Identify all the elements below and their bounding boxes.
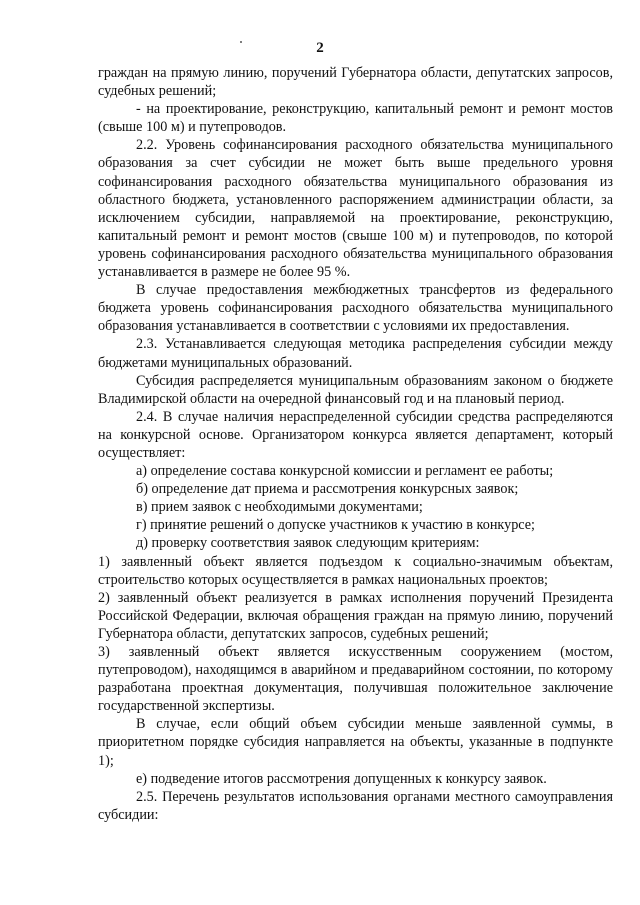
paragraph-2-3: 2.3. Устанавливается следующая методика распределения субсидии между бюджетами муниципальных образований. bbox=[98, 336, 613, 371]
list-item-v: в) прием заявок с необходимыми документами; bbox=[136, 499, 423, 516]
paragraph-2-2: 2.2. Уровень софинансирования расходного обязательства муниципального образования за счет субсидии не может быть выше предельного уровня софинансирования расходного обязательства муниципального образования из областного бюджета, установленного распоряжением администрации области, за исключением субсидии, направляемой на проектирование, реконструкцию, капитальный ремонт и ремонт мостов (свыше 100 м) и путепроводов, по которой уровень софинансирования расходного обязательства муниципального образования устанавливается в размере не более 95 %. bbox=[98, 137, 613, 281]
paragraph-2-4: 2.4. В случае наличия нераспределенной субсидии средства распределяются на конкурсной основе. Организатором конкурса является департамент, который осуществляет: bbox=[98, 408, 613, 461]
paragraph-priority: В случае, если общий объем субсидии меньше заявленной суммы, в приоритетном порядке субсидия направляется на объекты, указанные в подпункте 1); bbox=[98, 716, 613, 769]
list-item-d: д) проверку соответствия заявок следующим критериям: bbox=[136, 535, 480, 552]
criterion-1: 1) заявленный объект является подъездом к социально-значимым объектам, строительство которых осуществляется в рамках национальных проектов; bbox=[98, 553, 613, 588]
paragraph-2-5: 2.5. Перечень результатов использования органами местного самоуправления субсидии: bbox=[98, 788, 613, 823]
document-body bbox=[98, 64, 613, 824]
list-item-g: г) принятие решений о допуске участников к участию в конкурсе; bbox=[136, 517, 535, 534]
list-item-b: б) определение дат приема и рассмотрения конкурсных заявок; bbox=[136, 481, 519, 498]
paragraph-bridges-item: - на проектирование, реконструкцию, капитальный ремонт и ремонт мостов (свыше 100 м) и путепроводов. bbox=[98, 101, 613, 136]
paragraph-subsidy-distribution: Субсидия распределяется муниципальным образованиям законом о бюджете Владимирской области на очередной финансовый год и на плановый период. bbox=[98, 372, 613, 407]
criterion-3: 3) заявленный объект является искусственным сооружением (мостом, путепроводом), находящимся в аварийном и предаварийном состоянии, по которому разработана проектная документация, получившая положительное заключение государственной экспертизы. bbox=[98, 644, 613, 715]
list-item-a: а) определение состава конкурсной комиссии и регламент ее работы; bbox=[136, 463, 554, 480]
paragraph-federal-transfers: В случае предоставления межбюджетных трансфертов из федерального бюджета уровень софинансирования расходного обязательства муниципального образования устанавливается в соответствии с условиями их предоставления. bbox=[98, 282, 613, 335]
criterion-2: 2) заявленный объект реализуется в рамках исполнения поручений Президента Российской Федерации, включая обращения граждан на прямую линию, поручений Губернатора области, депутатских запросов, судебных решений; bbox=[98, 589, 613, 642]
paragraph-continuation: граждан на прямую линию, поручений Губернатора области, депутатских запросов, судебных решений; bbox=[98, 65, 613, 100]
list-item-e: е) подведение итогов рассмотрения допущенных к конкурсу заявок. bbox=[136, 770, 547, 787]
page-number: 2 bbox=[316, 40, 324, 56]
